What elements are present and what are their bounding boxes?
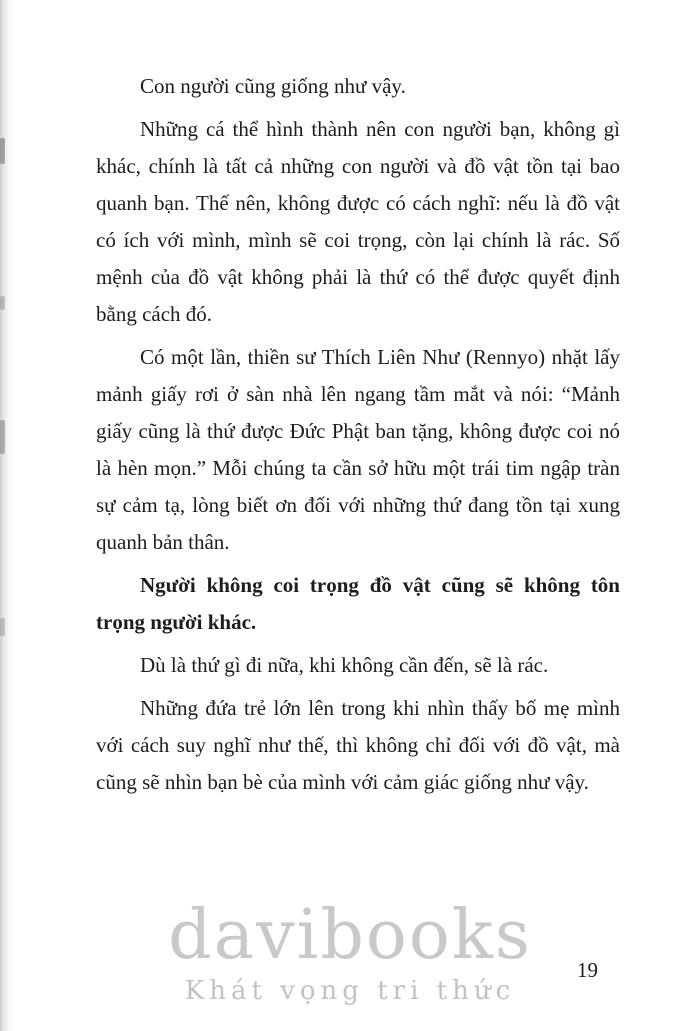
watermark — [0, 896, 700, 1008]
text-block — [96, 68, 620, 807]
paragraph: Có một lần, thiền sư Thích Liên Như (Rennyo) nhặt lấy mảnh giấy rơi ở sàn nhà lên ngang tầm mắt và nói: “Mảnh giấy cũng là thứ được Đức Phật ban tặng, không được coi nó là hèn mọn.” Mỗi chúng ta cần sở hữu một trái tim ngập tràn sự cảm tạ, lòng biết ơn đối với những thứ đang tồn tại xung quanh bản thân. — [96, 345, 620, 554]
watermark-slogan: Khát vọng tri thức — [184, 976, 516, 1006]
paragraph: Dù là thứ gì đi nữa, khi không cần đến, sẽ là rác. — [140, 653, 549, 677]
paragraph: Con người cũng giống như vậy. — [140, 74, 406, 98]
paragraph-bold: Người không coi trọng đồ vật cũng sẽ không tôn trọng người khác. — [96, 573, 620, 634]
paragraph: Những đứa trẻ lớn lên trong khi nhìn thấy bố mẹ mình với cách suy nghĩ như thế, thì không chỉ đối với đồ vật, mà cũng sẽ nhìn bạn bè của mình với cảm giác giống như vậy. — [96, 696, 620, 794]
watermark-brand: davibooks — [168, 896, 532, 975]
scan-smudge — [0, 618, 5, 636]
scan-smudge — [0, 296, 5, 310]
scan-smudge — [0, 138, 5, 164]
scan-smudge — [0, 420, 5, 454]
page-number: 19 — [577, 958, 598, 982]
paragraph: Những cá thể hình thành nên con người bạn, không gì khác, chính là tất cả những con người và đồ vật tồn tại bao quanh bạn. Thế nên, không được có cách nghĩ: nếu là đồ vật có ích với mình, mình sẽ coi trọng, còn lại chính là rác. Số mệnh của đồ vật không phải là thứ có thể được quyết định bằng cách đó. — [96, 117, 620, 326]
scan-edge-shadow — [0, 0, 14, 1031]
